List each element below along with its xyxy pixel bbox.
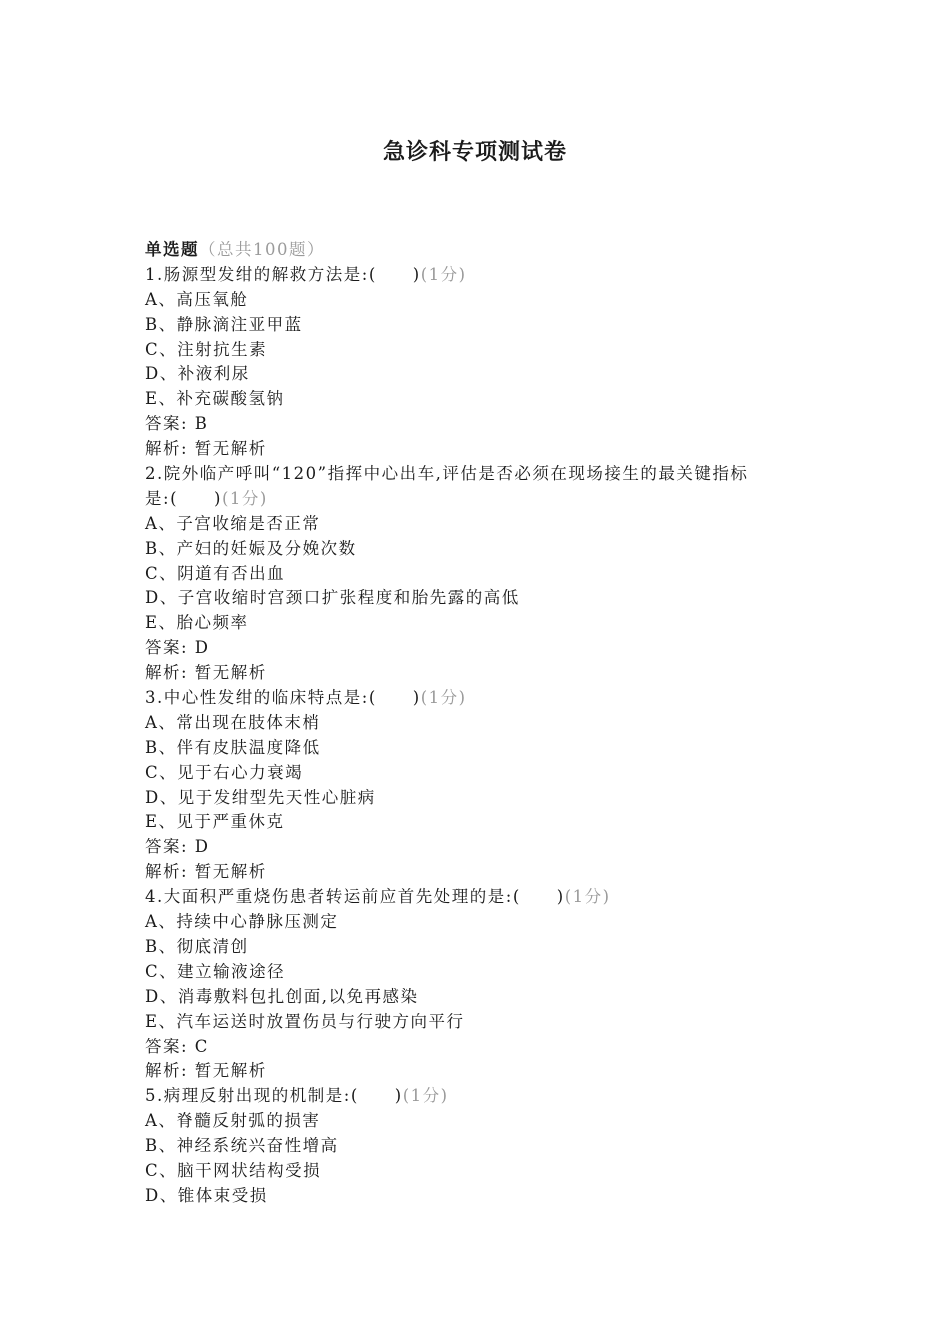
question-stem	[145, 1084, 825, 1109]
question-stem	[145, 462, 825, 487]
question-stem	[145, 263, 825, 288]
question-1	[145, 263, 825, 462]
option-c: C、建立输液途径	[145, 961, 286, 981]
option-c: C、注射抗生素	[145, 339, 268, 359]
option-c: C、阴道有否出血	[145, 563, 286, 583]
answer-line: 答案: D	[145, 638, 210, 658]
option-b: B、产妇的妊娠及分娩次数	[145, 538, 357, 558]
option-e: E、汽车运送时放置伤员与行驶方向平行	[145, 1011, 465, 1031]
analysis-line: 解析: 暂无解析	[145, 663, 267, 683]
question-list	[145, 238, 825, 1209]
question-text-line2: 是:	[145, 488, 171, 508]
option-a: A、子宫收缩是否正常	[145, 513, 321, 533]
section-header	[145, 238, 825, 263]
answer-blank: ( )	[350, 1086, 403, 1106]
question-text: 病理反射出现的机制是:	[163, 1086, 351, 1106]
section-count-note: （总共100题）	[199, 240, 325, 259]
option-d: D、补液利尿	[145, 364, 250, 384]
option-e: E、胎心频率	[145, 613, 249, 633]
question-number: 3.	[145, 688, 164, 708]
option-e: E、见于严重休克	[145, 812, 285, 832]
question-text: 中心性发绀的临床特点是:	[163, 688, 369, 708]
option-d: D、锥体束受损	[145, 1185, 268, 1205]
option-c: C、脑干网状结构受损	[145, 1160, 322, 1180]
option-d: D、见于发绀型先天性心脏病	[145, 787, 376, 807]
question-score: (1分)	[564, 887, 611, 907]
question-stem	[145, 686, 825, 711]
question-text: 大面积严重烧伤患者转运前应首先处理的是:	[163, 887, 513, 907]
question-3	[145, 686, 825, 885]
question-text-line1: 院外临产呼叫“120”指挥中心出车,评估是否必须在现场接生的最关键指标	[163, 464, 749, 484]
option-a: A、脊髓反射弧的损害	[145, 1111, 321, 1131]
answer-blank: ( )	[368, 688, 421, 708]
analysis-line: 解析: 暂无解析	[145, 1061, 267, 1081]
answer-blank: ( )	[170, 488, 222, 508]
question-number: 5.	[145, 1086, 164, 1106]
section-label: 单选题	[145, 240, 199, 259]
question-stem	[145, 885, 825, 910]
option-a: A、常出现在肢体末梢	[145, 712, 321, 732]
option-a: A、高压氧舱	[145, 289, 249, 309]
answer-line: 答案: D	[145, 837, 210, 857]
question-number: 1.	[145, 264, 164, 284]
question-score: (1分)	[402, 1086, 449, 1106]
option-d: D、消毒敷料包扎创面,以免再感染	[145, 986, 419, 1006]
option-d: D、子宫收缩时宫颈口扩张程度和胎先露的高低	[145, 588, 520, 608]
option-b: B、神经系统兴奋性增高	[145, 1136, 339, 1156]
analysis-line: 解析: 暂无解析	[145, 862, 267, 882]
question-score: (1分)	[221, 488, 268, 508]
option-b: B、伴有皮肤温度降低	[145, 737, 321, 757]
analysis-line: 解析: 暂无解析	[145, 439, 267, 459]
answer-blank: ( )	[368, 264, 421, 284]
question-2	[145, 462, 825, 686]
option-c: C、见于右心力衰竭	[145, 762, 304, 782]
answer-blank: ( )	[512, 887, 565, 907]
answer-line: 答案: B	[145, 414, 209, 434]
question-4	[145, 885, 825, 1084]
option-e: E、补充碳酸氢钠	[145, 389, 285, 409]
page-title: 急诊科专项测试卷	[382, 139, 567, 165]
option-a: A、持续中心静脉压测定	[145, 912, 339, 932]
answer-line: 答案: C	[145, 1036, 209, 1056]
question-score: (1分)	[420, 688, 467, 708]
question-text: 肠源型发绀的解救方法是:	[163, 264, 369, 284]
question-number: 2.	[145, 464, 164, 484]
option-b: B、静脉滴注亚甲蓝	[145, 314, 303, 334]
question-5	[145, 1084, 825, 1208]
question-number: 4.	[145, 887, 164, 907]
option-b: B、彻底清创	[145, 936, 249, 956]
question-score: (1分)	[420, 264, 467, 284]
question-stem-continued	[145, 487, 825, 512]
